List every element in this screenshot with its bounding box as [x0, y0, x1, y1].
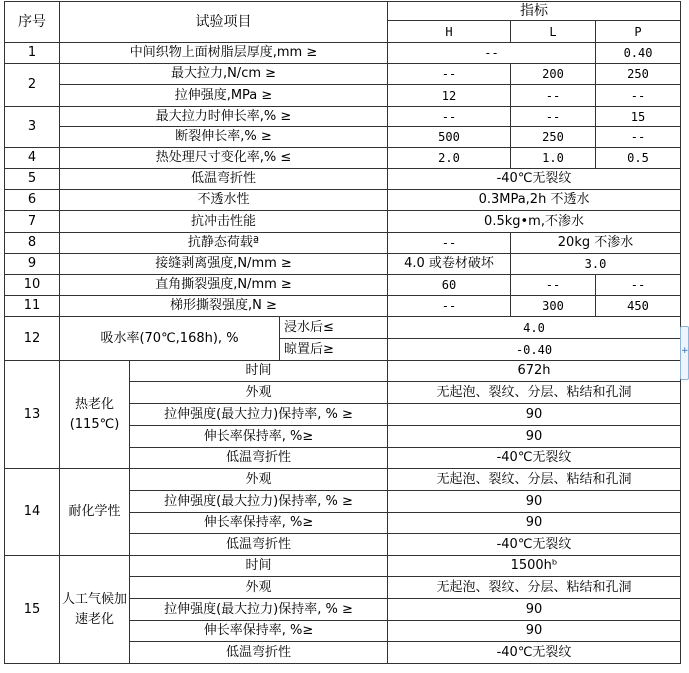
spec-table — [4, 1, 681, 664]
header-item: 试验项目 — [60, 2, 388, 43]
group-value: 90 — [388, 491, 681, 513]
row-item: 最大拉力时伸长率,% ≥ — [60, 107, 388, 127]
group-item: 低温弯折性 — [130, 448, 388, 469]
value-l: 1.0 — [511, 148, 596, 169]
group-value: -40℃无裂纹 — [388, 448, 681, 469]
row-no: 7 — [5, 211, 60, 233]
group-item: 低温弯折性 — [130, 642, 388, 664]
row-subitem: 晾置后≥ — [280, 339, 388, 361]
row-no: 11 — [5, 296, 60, 317]
value-p: -- — [596, 85, 681, 107]
value-h: -- — [388, 233, 511, 254]
value-p: -- — [596, 275, 681, 296]
group-no: 14 — [5, 469, 60, 556]
header-h: H — [388, 21, 511, 43]
group-item: 伸长率保持率, %≥ — [130, 513, 388, 534]
row-no: 2 — [5, 64, 60, 107]
header-indicator: 指标 — [388, 2, 681, 21]
group-item: 低温弯折性 — [130, 534, 388, 556]
row-no: 6 — [5, 190, 60, 211]
row-item: 中间织物上面树脂层厚度,mm ≥ — [60, 43, 388, 64]
value-p: 0.5 — [596, 148, 681, 169]
group-item: 伸长率保持率, %≥ — [130, 426, 388, 448]
group-item: 时间 — [130, 556, 388, 577]
group-item: 外观 — [130, 382, 388, 404]
value-h: 500 — [388, 127, 511, 148]
value-l: 200 — [511, 64, 596, 85]
value-hl: -- — [388, 43, 596, 64]
row-item: 拉伸强度,MPa ≥ — [60, 85, 388, 107]
value-l: -- — [511, 85, 596, 107]
value-lp: 3.0 — [511, 254, 681, 275]
row-no: 4 — [5, 148, 60, 169]
row-no: 5 — [5, 169, 60, 190]
group-item: 时间 — [130, 361, 388, 382]
row-item: 抗冲击性能 — [60, 211, 388, 233]
value-all: 0.3MPa,2h 不透水 — [388, 190, 681, 211]
row-item: 热处理尺寸变化率,% ≤ — [60, 148, 388, 169]
value-all: 0.5kg•m,不渗水 — [388, 211, 681, 233]
value-lp: 20kg 不渗水 — [511, 233, 681, 254]
group-value: 无起泡、裂纹、分层、粘结和孔洞 — [388, 382, 681, 404]
value-p: -- — [596, 127, 681, 148]
row-subitem: 浸水后≤ — [280, 317, 388, 339]
group-value: 90 — [388, 621, 681, 642]
group-value: 90 — [388, 426, 681, 448]
group-value: 无起泡、裂纹、分层、粘结和孔洞 — [388, 577, 681, 599]
row-item: 断裂伸长率,% ≥ — [60, 127, 388, 148]
row-no: 12 — [5, 317, 60, 361]
group-item: 拉伸强度(最大拉力)保持率, % ≥ — [130, 404, 388, 426]
row-item: 低温弯折性 — [60, 169, 388, 190]
group-value: 672h — [388, 361, 681, 382]
value-p: 250 — [596, 64, 681, 85]
group-no: 13 — [5, 361, 60, 469]
group-value: 无起泡、裂纹、分层、粘结和孔洞 — [388, 469, 681, 491]
value-h: 12 — [388, 85, 511, 107]
group-item: 拉伸强度(最大拉力)保持率, % ≥ — [130, 599, 388, 621]
row-item: 接缝剥离强度,N/mm ≥ — [60, 254, 388, 275]
group-name: 耐化学性 — [60, 469, 130, 556]
group-no: 15 — [5, 556, 60, 664]
value-l: 250 — [511, 127, 596, 148]
row-item: 不透水性 — [60, 190, 388, 211]
group-value: -40℃无裂纹 — [388, 534, 681, 556]
group-value: 90 — [388, 404, 681, 426]
group-value: 1500hᵇ — [388, 556, 681, 577]
value-all: 4.0 — [388, 317, 681, 339]
value-all: -0.40 — [388, 339, 681, 361]
group-name: 人工气候加速老化 — [60, 556, 130, 664]
value-l: -- — [511, 107, 596, 127]
value-h: 4.0 或卷材破坏 — [388, 254, 511, 275]
header-no: 序号 — [5, 2, 60, 43]
group-item: 外观 — [130, 469, 388, 491]
row-no: 8 — [5, 233, 60, 254]
value-h: -- — [388, 64, 511, 85]
plus-icon: + — [681, 346, 689, 356]
value-h: -- — [388, 107, 511, 127]
group-value: 90 — [388, 599, 681, 621]
row-no: 3 — [5, 107, 60, 148]
row-item: 直角撕裂强度,N/mm ≥ — [60, 275, 388, 296]
group-name: 热老化(115℃) — [60, 361, 130, 469]
row-no: 1 — [5, 43, 60, 64]
group-item: 伸长率保持率, %≥ — [130, 621, 388, 642]
value-p: 0.40 — [596, 43, 681, 64]
value-p: 450 — [596, 296, 681, 317]
group-value: 90 — [388, 513, 681, 534]
group-item: 拉伸强度(最大拉力)保持率, % ≥ — [130, 491, 388, 513]
value-l: 300 — [511, 296, 596, 317]
row-item: 吸水率(70℃,168h), % — [60, 317, 280, 361]
value-h: 2.0 — [388, 148, 511, 169]
group-item: 外观 — [130, 577, 388, 599]
value-h: -- — [388, 296, 511, 317]
row-no: 9 — [5, 254, 60, 275]
value-p: 15 — [596, 107, 681, 127]
header-l: L — [511, 21, 596, 43]
row-item: 梯形撕裂强度,N ≥ — [60, 296, 388, 317]
expand-handle[interactable] — [680, 326, 689, 380]
header-p: P — [596, 21, 681, 43]
value-h: 60 — [388, 275, 511, 296]
value-all: -40℃无裂纹 — [388, 169, 681, 190]
row-item: 抗静态荷载ª — [60, 233, 388, 254]
row-no: 10 — [5, 275, 60, 296]
row-item: 最大拉力,N/cm ≥ — [60, 64, 388, 85]
value-l: -- — [511, 275, 596, 296]
group-value: -40℃无裂纹 — [388, 642, 681, 664]
